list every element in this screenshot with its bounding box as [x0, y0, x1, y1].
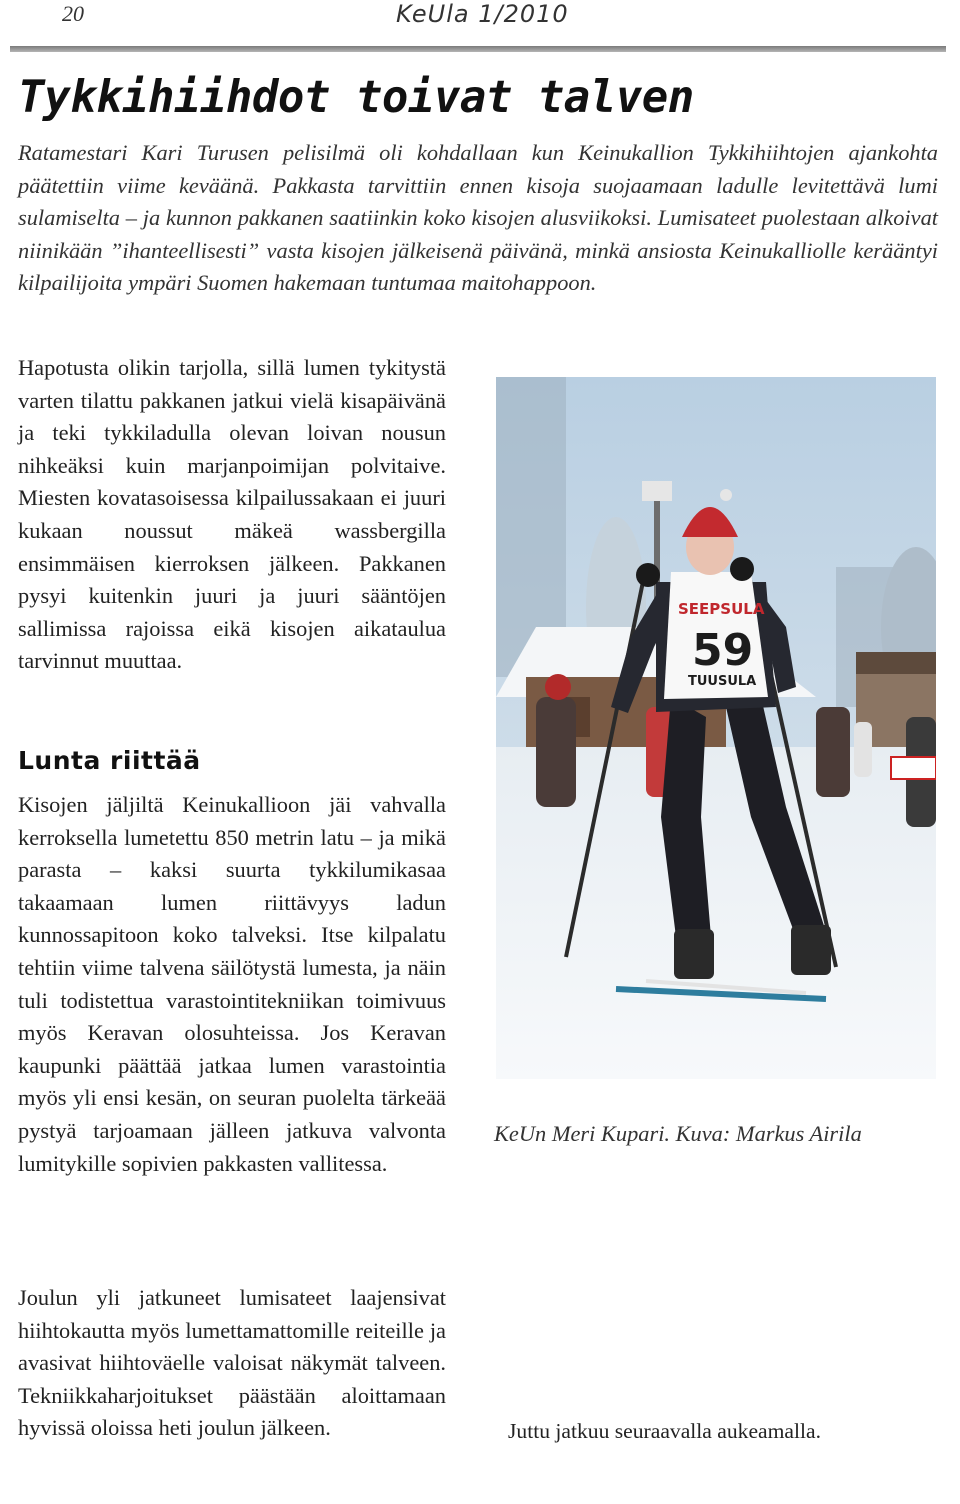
header-rule	[10, 46, 946, 52]
page-number: 20	[62, 1, 84, 26]
issue-label: KeUla 1/2010	[396, 0, 569, 28]
photo-background	[496, 377, 936, 1079]
bib-sponsor: SEEPSULA	[678, 600, 765, 618]
bib-number: 59	[692, 625, 754, 676]
body-paragraph-2: Kisojen jäljiltä Keinukallioon jäi vahvalla kerroksella lumetettu 850 metrin latu – ja mikä parasta – kaksi suurta tykkilumikasaa takaamaan lumen riittävyys ladun kunnossapitoon koko talveksi. Itse kilpalatu tehtiin viime talvena säilötystä lumesta, ja näin tuli todistettua varastointitekniikan toimivuus myös Keravan olosuhteissa. Jos Keravan kaupunki päättää jatkaa lumen varastointia myös yli ensi kesän, on seuran puolelta tärkeää pystyä tarjoamaan jälleen jatkuva valvonta lumitykille sopivien pakkasten vallitessa.	[18, 792, 446, 1176]
skier-photo	[496, 377, 936, 1079]
body-paragraph-1: Hapotusta olikin tarjolla, sillä lumen tykitystä varten tilattu pakkanen jatkui vielä kisapäivänä ja teki tykkiladulla olevan loivan nousun nihkeäksi kuin marjanpoimijan polvitaive. Miesten kovatasoisessa kilpailussakaan ei juuri kukaan noussut mäkeä wassbergilla ensimmäisen kierroksen jälkeen. Pakkanen pysyi kuitenkin juuri ja juuri sääntöjen sallimissa rajoissa eikä kisojen aikataulua tarvinnut muuttaa.	[18, 355, 446, 674]
bib-town: TUUSULA	[688, 674, 757, 689]
photo-caption: KeUn Meri Kupari. Kuva: Markus Airila	[494, 1121, 862, 1146]
subheading: Lunta riittää	[18, 746, 201, 775]
continues-note: Juttu jatkuu seuraavalla aukeamalla.	[508, 1419, 821, 1443]
article-title: Tykkihiihdot toivat talven	[18, 72, 694, 123]
body-paragraph-3: Joulun yli jatkuneet lumisateet laajensivat hiihtokautta myös lumettamattomille reiteille ja avasivat hiihtoväelle valoisat näkymät talveen. Tekniikkaharjoitukset päästään aloittamaan hyvissä oloissa heti joulun jälkeen.	[18, 1285, 446, 1441]
article-lead: Ratamestari Kari Turusen pelisilmä oli kohdallaan kun Keinukallion Tykkihiihtojen ajankohta päätettiin viime keväänä. Pakkasta tarvittiin ennen kisoja suojaamaan ladulle levitettävä lumi sulamiselta – ja kunnon pakkanen saatiinkin koko kisojen alusviikoksi. Lumisateet puolestaan alkoivat niinikään ”ihanteellisesti” vasta kisojen jälkeisenä päivänä, minkä ansiosta Keinukalliolle kerääntyi kilpailijoita ympäri Suomen hakemaan tuntumaa maitohappoon.	[18, 140, 938, 296]
